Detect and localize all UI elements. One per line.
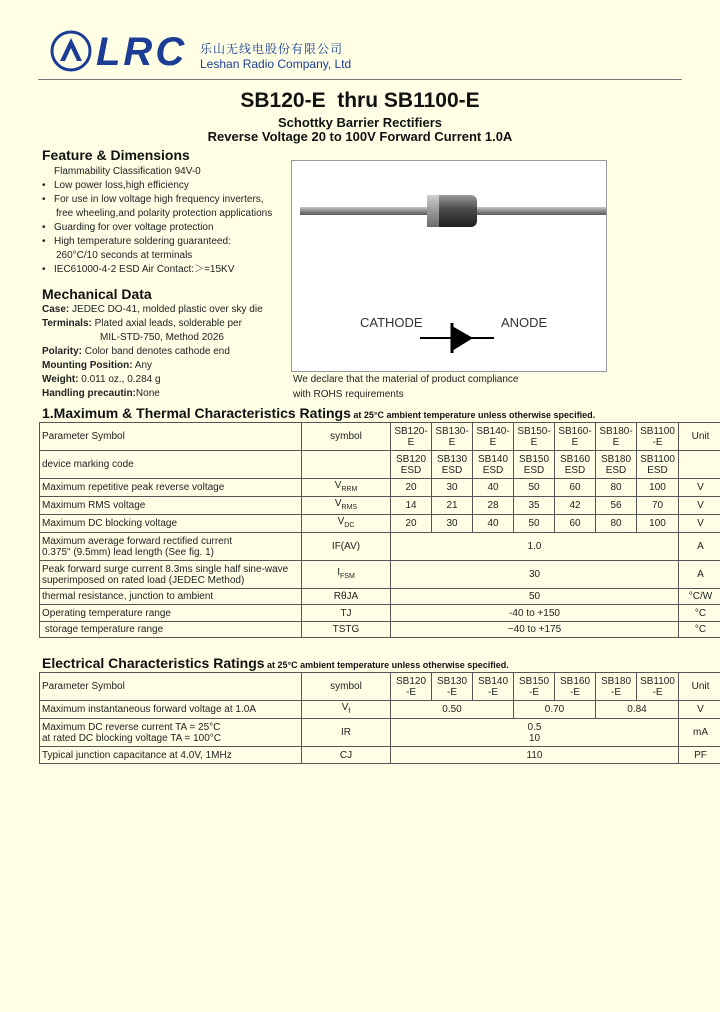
symbol-subscript: FSM: [340, 573, 355, 580]
symbol-text: TSTG: [332, 624, 360, 635]
cathode-band: [427, 195, 439, 227]
case-line: Case: JEDEC DO-41, molded plastic over sky die: [42, 304, 263, 315]
mechanical-heading: Mechanical Data: [42, 286, 152, 302]
symbol-text: RθJA: [333, 591, 359, 602]
unit-cell: V: [679, 701, 720, 719]
symbol-cell: [302, 561, 391, 589]
parameter-cell: Peak forward surge current 8.3ms single half sine-wave superimposed on rated load (JEDEC Method): [40, 561, 302, 589]
feature-item: • High temperature soldering guaranteed:: [40, 235, 290, 249]
company-name-en: Leshan Radio Company, Ltd: [200, 57, 352, 71]
table-row: [40, 622, 720, 638]
handling-line: Handling precautin:None: [42, 388, 160, 399]
value-cell: 14: [391, 497, 432, 515]
value-cell: 100: [637, 515, 679, 533]
marking-code: SB180 ESD: [596, 451, 637, 479]
cathode-label: CATHODE: [360, 315, 423, 330]
parameter-cell: Operating temperature range: [40, 605, 302, 622]
symbol-text: V: [334, 480, 342, 491]
weight-line: Weight: 0.011 oz., 0.284 g: [42, 374, 161, 385]
symbol-subscript: RMS: [341, 504, 358, 511]
header-part-number: SB140- E: [473, 423, 514, 451]
parameter-cell: Maximum repetitive peak reverse voltage: [40, 479, 302, 497]
table-row: [40, 747, 720, 764]
marking-code: SB130 ESD: [432, 451, 473, 479]
symbol-cell: CJ: [302, 747, 391, 764]
symbol-text: TJ: [340, 607, 352, 619]
value-cell: 30: [391, 561, 679, 589]
unit-cell: PF: [679, 747, 720, 764]
company-name-cn: 乐山无线电股份有限公司: [200, 42, 344, 56]
symbol-cell: [302, 479, 391, 497]
max-ratings-table: [39, 422, 720, 638]
unit-cell: V: [679, 479, 720, 497]
symbol-subscript: DC: [344, 522, 355, 529]
value-cell: 30: [432, 479, 473, 497]
value-cell: 60: [555, 479, 596, 497]
symbol-text: IF(AV): [331, 541, 361, 552]
symbol-cell: [302, 515, 391, 533]
feature-item: • IEC61000-4-2 ESD Air Contact:＞=15KV: [40, 263, 290, 277]
value-cell: 60: [555, 515, 596, 533]
feature-item: 260°C/10 seconds at terminals: [56, 250, 193, 261]
rohs-line-2: with ROHS requirements: [293, 389, 404, 400]
rohs-line-1: We declare that the material of product compliance: [293, 374, 519, 385]
header-divider: [38, 79, 682, 80]
value-cell: 50: [514, 515, 555, 533]
anode-label: ANODE: [501, 315, 548, 330]
symbol-subscript: RRM: [341, 486, 358, 493]
symbol-cell: [302, 701, 391, 719]
value-cell: 42: [555, 497, 596, 515]
terminals-line: Terminals: Plated axial leads, solderable per: [42, 318, 242, 329]
marking-code: SB1100 ESD: [637, 451, 679, 479]
value-cell: -40 to +150: [391, 605, 679, 622]
table-header-row: [40, 423, 720, 451]
page-title: SB120-E thru SB1100-E: [240, 89, 480, 112]
value-cell: 30: [432, 515, 473, 533]
diode-symbol-icon: [420, 323, 494, 353]
value-cell: 0.5 10: [391, 719, 679, 747]
value-cell: 50: [514, 479, 555, 497]
max-ratings-heading: 1.Maximum & Thermal Characteristics Ratings at 25°C ambient temperature unless otherwise specified.: [42, 405, 596, 421]
header-parameter: Parameter Symbol: [40, 423, 302, 451]
table-row: [40, 533, 720, 561]
header-symbol: symbol: [302, 673, 391, 701]
header-part-number: SB120 -E: [391, 673, 432, 701]
header-part-number: SB1100 -E: [637, 673, 679, 701]
header-part-number: SB180 -E: [596, 673, 637, 701]
product-image-panel: [291, 160, 607, 372]
table-row: [40, 561, 720, 589]
parameter-cell: storage temperature range: [40, 622, 302, 638]
table-row: [40, 605, 720, 622]
header-unit: Unit: [679, 673, 720, 701]
value-cell: 50: [391, 589, 679, 605]
value-cell: −40 to +175: [391, 622, 679, 638]
marking-label: device marking code: [40, 451, 302, 479]
symbol-text: V: [337, 516, 345, 527]
feature-item: • Guarding for over voltage protection: [40, 221, 290, 235]
subtitle-ratings: Reverse Voltage 20 to 100V Forward Current 1.0A: [207, 129, 513, 144]
value-cell: 20: [391, 515, 432, 533]
value-cell: 20: [391, 479, 432, 497]
symbol-cell: [302, 497, 391, 515]
value-cell: 80: [596, 515, 637, 533]
parameter-cell: Typical junction capacitance at 4.0V, 1MHz: [40, 747, 302, 764]
header-part-number: SB150 -E: [514, 673, 555, 701]
diode-diagram: [292, 161, 606, 371]
marking-code: SB140 ESD: [473, 451, 514, 479]
parameter-cell: thermal resistance, junction to ambient: [40, 589, 302, 605]
symbol-cell: IR: [302, 719, 391, 747]
feature-item: free wheeling,and polarity protection applications: [56, 208, 273, 219]
symbol-text: V: [334, 498, 342, 509]
header-part-number: SB130 -E: [432, 673, 473, 701]
value-cell: 110: [391, 747, 679, 764]
parameter-cell: Maximum average forward rectified current 0.375" (9.5mm) lead length (See fig. 1): [40, 533, 302, 561]
subtitle-product-type: Schottky Barrier Rectifiers: [277, 115, 442, 130]
table-row: [40, 451, 720, 479]
marking-code: SB160 ESD: [555, 451, 596, 479]
unit-cell: °C: [679, 605, 720, 622]
parameter-cell: Maximum instantaneous forward voltage at 1.0A: [40, 701, 302, 719]
marking-code: SB120 ESD: [391, 451, 432, 479]
value-cell: 70: [637, 497, 679, 515]
symbol-cell: [302, 622, 391, 638]
header-part-number: SB180- E: [596, 423, 637, 451]
value-cell: 0.50: [391, 701, 514, 719]
value-cell: 35: [514, 497, 555, 515]
header-symbol: symbol: [302, 423, 391, 451]
features-heading: Feature & Dimensions: [42, 147, 190, 163]
table-header-row: [40, 673, 720, 701]
header-unit: Unit: [679, 423, 720, 451]
table-row: [40, 515, 720, 533]
value-cell: 80: [596, 479, 637, 497]
marking-code: SB150 ESD: [514, 451, 555, 479]
table-row: [40, 589, 720, 605]
marking-symbol: [302, 451, 391, 479]
features-list: [40, 165, 290, 277]
value-cell: 21: [432, 497, 473, 515]
terminals-line-2: MIL-STD-750, Method 2026: [100, 332, 224, 343]
header-part-number: SB150- E: [514, 423, 555, 451]
parameter-cell: Maximum DC reverse current TA = 25°C at rated DC blocking voltage TA = 100°C: [40, 719, 302, 747]
header-part-number: SB130- E: [432, 423, 473, 451]
header-part-number: SB1100 -E: [637, 423, 679, 451]
marking-unit: [679, 451, 720, 479]
polarity-line: Polarity: Color band denotes cathode end: [42, 346, 230, 357]
symbol-cell: [302, 605, 391, 622]
value-cell: 1.0: [391, 533, 679, 561]
electrical-heading: Electrical Characteristics Ratings at 25°C ambient temperature unless otherwise specified.: [42, 655, 509, 671]
mechanical-data: [42, 303, 292, 401]
symbol-text: V: [341, 702, 349, 713]
symbol-cell: [302, 533, 391, 561]
header-part-number: SB120- E: [391, 423, 432, 451]
value-cell: 56: [596, 497, 637, 515]
table-row: [40, 479, 720, 497]
symbol-text: I: [337, 567, 340, 578]
table-row: [40, 719, 720, 747]
unit-cell: A: [679, 561, 720, 589]
feature-item: Flammability Classification 94V-0: [54, 166, 201, 177]
unit-cell: °C: [679, 622, 720, 638]
header-part-number: SB140 -E: [473, 673, 514, 701]
unit-cell: °C/W: [679, 589, 720, 605]
header-part-number: SB160- E: [555, 423, 596, 451]
unit-cell: V: [679, 497, 720, 515]
table-row: [40, 497, 720, 515]
mounting-line: Mounting Position: Any: [42, 360, 153, 371]
table-row: [40, 701, 720, 719]
header-parameter: Parameter Symbol: [40, 673, 302, 701]
unit-cell: A: [679, 533, 720, 561]
value-cell: 0.84: [596, 701, 679, 719]
value-cell: 100: [637, 479, 679, 497]
unit-cell: V: [679, 515, 720, 533]
parameter-cell: Maximum DC blocking voltage: [40, 515, 302, 533]
symbol-cell: [302, 589, 391, 605]
symbol-subscript: f: [348, 708, 351, 715]
brand-logo-text: LRC: [96, 30, 188, 74]
value-cell: 0.70: [514, 701, 596, 719]
header-part-number: SB160 -E: [555, 673, 596, 701]
feature-item: • Low power loss,high efficiency: [40, 179, 290, 193]
value-cell: 28: [473, 497, 514, 515]
unit-cell: mA: [679, 719, 720, 747]
electrical-table: [39, 672, 720, 764]
feature-item: • For use in low voltage high frequency inverters,: [40, 193, 290, 207]
parameter-cell: Maximum RMS voltage: [40, 497, 302, 515]
value-cell: 40: [473, 515, 514, 533]
lrc-logo-icon: [50, 30, 92, 72]
value-cell: 40: [473, 479, 514, 497]
